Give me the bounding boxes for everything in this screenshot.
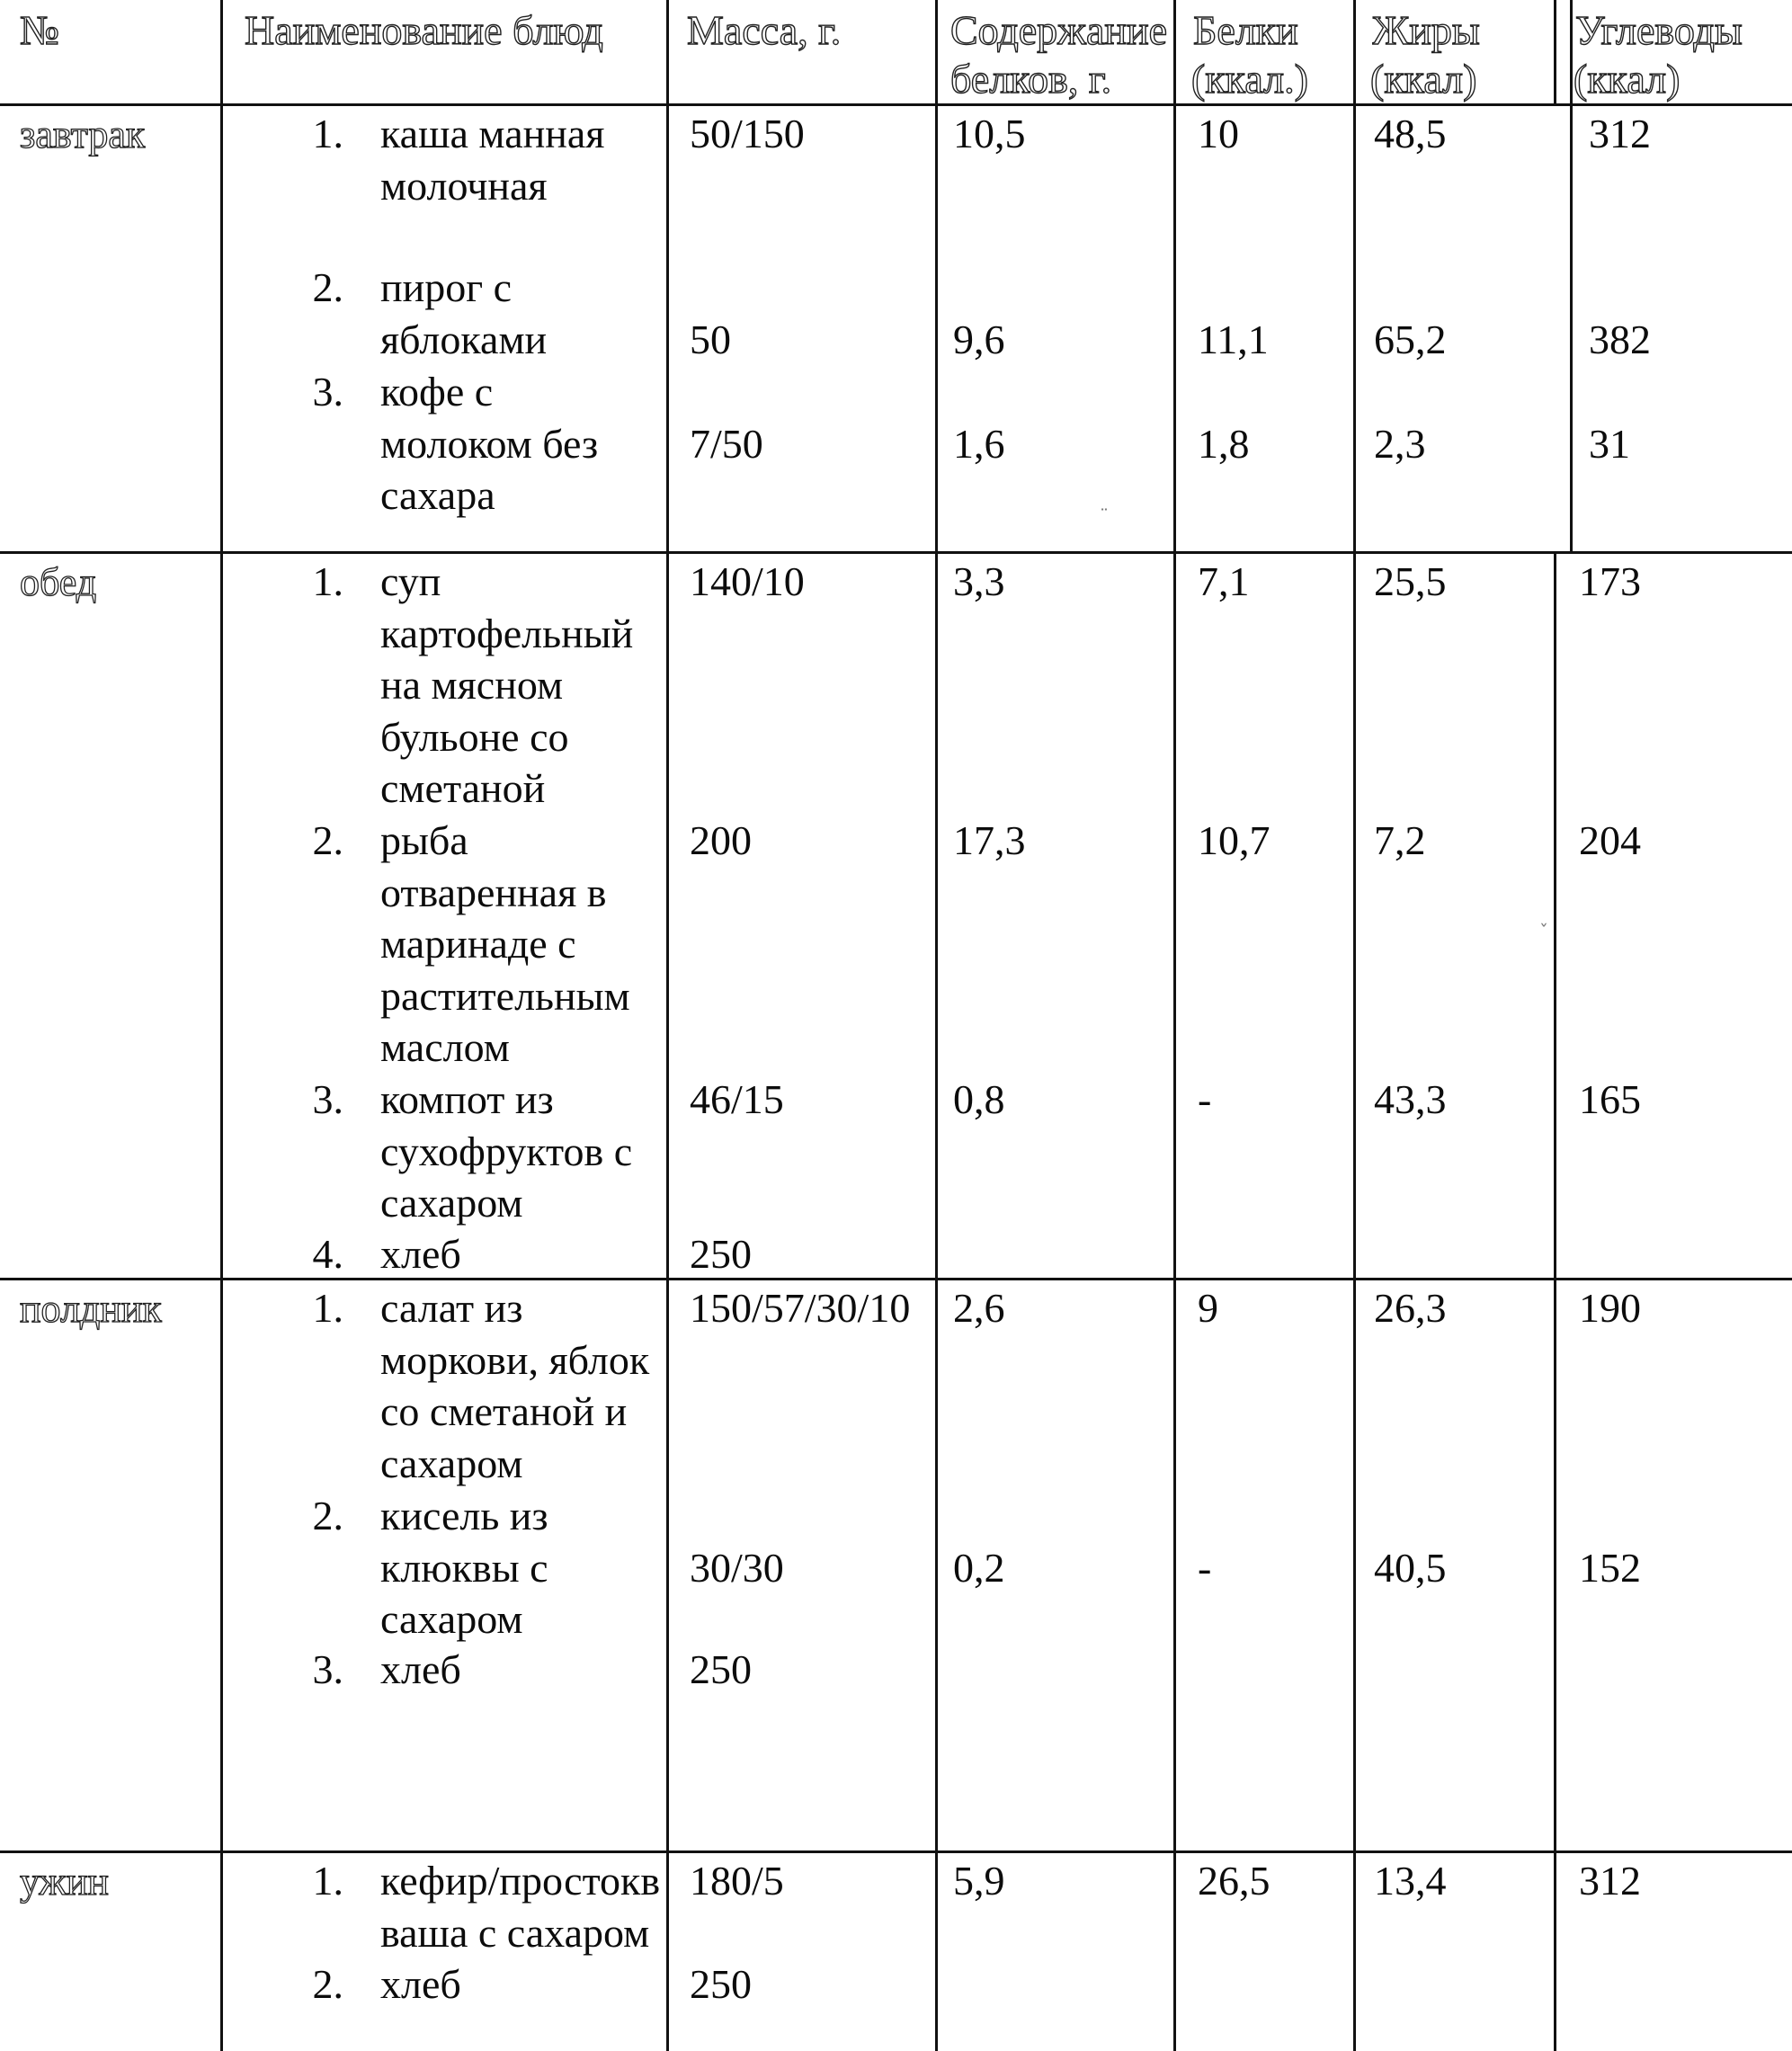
dish-name-line: на мясном — [380, 662, 564, 709]
item-number: 1. — [312, 1858, 343, 1904]
scan-speck: ˇ — [1539, 921, 1548, 942]
proteins-cell: 10 — [1198, 111, 1239, 156]
proteins-cell: - — [1198, 1544, 1212, 1591]
protein-content-cell: 10,5 — [953, 111, 1026, 156]
dish-name-line: маслом — [380, 1024, 510, 1071]
fats-cell: 7,2 — [1374, 817, 1426, 863]
dish-name-line: растительным — [380, 972, 630, 1019]
row-divider — [0, 1850, 1792, 1853]
dish-name-line: кефир/простокв — [380, 1858, 661, 1904]
dish-name-line: салат из — [380, 1285, 523, 1331]
meal-label: полдник — [20, 1287, 162, 1331]
header-protein-content-line1: Содержание — [950, 7, 1168, 53]
dish-name-line: сахара — [380, 472, 495, 519]
col-divider — [1554, 553, 1556, 2051]
proteins-cell: - — [1198, 1076, 1212, 1122]
fats-cell: 40,5 — [1374, 1544, 1447, 1591]
fats-cell: 43,3 — [1374, 1076, 1447, 1122]
mass-cell: 46/15 — [690, 1076, 784, 1122]
dish-name-line: отваренная в — [380, 869, 607, 915]
carbs-cell: 312 — [1589, 111, 1651, 156]
dish-name-line: моркови, яблок — [380, 1336, 650, 1383]
meal-label: ужин — [20, 1859, 109, 1904]
header-number: № — [20, 7, 59, 53]
item-number: 3. — [312, 1646, 343, 1692]
dish-name-line: каша манная — [380, 111, 605, 156]
carbs-cell: 382 — [1589, 316, 1651, 362]
header-proteins-line2: (ккал.) — [1191, 56, 1308, 102]
item-number: 3. — [312, 369, 343, 415]
header-protein-content-line2: белков, г. — [950, 56, 1112, 102]
row-divider — [0, 551, 1792, 554]
proteins-cell: 26,5 — [1198, 1858, 1270, 1904]
carbs-cell: 31 — [1589, 420, 1630, 467]
fats-cell: 48,5 — [1374, 111, 1447, 156]
dish-name-line: бульоне со — [380, 713, 569, 760]
item-number: 2. — [312, 817, 343, 863]
mass-cell: 140/10 — [690, 558, 805, 604]
dish-name-line: кисель из — [380, 1493, 548, 1538]
item-number: 1. — [312, 1285, 343, 1331]
dish-name-line: яблоками — [380, 316, 548, 362]
protein-content-cell: 5,9 — [953, 1858, 1005, 1904]
dish-name-line: сухофруктов с — [380, 1128, 633, 1174]
item-number: 2. — [312, 1493, 343, 1538]
mass-cell: 7/50 — [690, 420, 763, 467]
dish-name-line: ваша с сахаром — [380, 1909, 650, 1956]
meal-label: завтрак — [20, 112, 146, 156]
carbs-cell: 165 — [1579, 1076, 1641, 1122]
item-number: 1. — [312, 111, 343, 156]
fats-cell: 2,3 — [1374, 420, 1426, 467]
carbs-cell: 152 — [1579, 1544, 1641, 1591]
dish-name-line: кофе с — [380, 369, 494, 415]
dish-name-line: со сметаной и — [380, 1388, 628, 1435]
dish-name-line: хлеб — [380, 1961, 461, 2007]
dish-name-line: хлеб — [380, 1646, 461, 1692]
dish-name-line: сметаной — [380, 765, 546, 812]
protein-content-cell: 1,6 — [953, 420, 1005, 467]
dish-name-line: компот из — [380, 1076, 554, 1122]
dish-name-line: сахаром — [380, 1440, 523, 1486]
dish-name-line: клюквы с — [380, 1544, 548, 1591]
col-divider — [1554, 0, 1556, 103]
carbs-cell: 312 — [1579, 1858, 1641, 1904]
mass-cell: 250 — [690, 1961, 752, 2007]
dish-name-line: сахаром — [380, 1180, 523, 1226]
header-proteins-line1: Белки — [1193, 7, 1298, 53]
dish-name-line: картофельный — [380, 610, 634, 656]
item-number: 2. — [312, 1961, 343, 2007]
protein-content-cell: 17,3 — [953, 817, 1026, 863]
protein-content-cell: 2,6 — [953, 1285, 1005, 1331]
header-mass: Масса, г. — [687, 7, 842, 53]
mass-cell: 250 — [690, 1231, 752, 1277]
mass-cell: 50/150 — [690, 111, 805, 156]
header-dish-name: Наименование блюд — [245, 7, 603, 53]
header-carbs-line2: (ккал) — [1574, 56, 1681, 102]
scan-speck: ¨ — [1100, 505, 1109, 527]
proteins-cell: 10,7 — [1198, 817, 1270, 863]
dish-name-line: суп — [380, 558, 441, 604]
mass-cell: 180/5 — [690, 1858, 784, 1904]
carbs-cell: 190 — [1579, 1285, 1641, 1331]
dish-name-line: рыба — [380, 817, 468, 863]
dish-name-line: сахаром — [380, 1596, 523, 1643]
protein-content-cell: 0,8 — [953, 1076, 1005, 1122]
mass-cell: 150/57/30/10 — [690, 1285, 911, 1331]
meal-label: обед — [20, 560, 97, 604]
dish-name-line: пирог с — [380, 264, 513, 310]
col-divider — [220, 0, 223, 2051]
proteins-cell: 11,1 — [1198, 316, 1269, 362]
fats-cell: 25,5 — [1374, 558, 1447, 604]
carbs-cell: 173 — [1579, 558, 1641, 604]
dish-name-line: хлеб — [380, 1231, 461, 1277]
mass-cell: 50 — [690, 316, 731, 362]
col-divider — [1173, 0, 1176, 2051]
protein-content-cell: 9,6 — [953, 316, 1005, 362]
proteins-cell: 1,8 — [1198, 420, 1250, 467]
mass-cell: 250 — [690, 1646, 752, 1692]
item-number: 1. — [312, 558, 343, 604]
proteins-cell: 7,1 — [1198, 558, 1250, 604]
protein-content-cell: 0,2 — [953, 1544, 1005, 1591]
item-number: 3. — [312, 1076, 343, 1122]
dish-name-line: молоком без — [380, 420, 599, 467]
mass-cell: 30/30 — [690, 1544, 784, 1591]
header-fats-line1: Жиры — [1372, 7, 1480, 53]
item-number: 4. — [312, 1231, 343, 1277]
fats-cell: 13,4 — [1374, 1858, 1447, 1904]
mass-cell: 200 — [690, 817, 752, 863]
dish-name-line: маринаде с — [380, 921, 576, 968]
col-divider — [1353, 0, 1356, 2051]
fats-cell: 26,3 — [1374, 1285, 1447, 1331]
header-fats-line2: (ккал) — [1370, 56, 1477, 102]
carbs-cell: 204 — [1579, 817, 1641, 863]
item-number: 2. — [312, 264, 343, 310]
col-divider — [935, 0, 938, 2051]
fats-cell: 65,2 — [1374, 316, 1447, 362]
header-carbs-line1: Углеводы — [1575, 7, 1743, 53]
protein-content-cell: 3,3 — [953, 558, 1005, 604]
dish-name-line: молочная — [380, 162, 548, 209]
proteins-cell: 9 — [1198, 1285, 1218, 1331]
col-divider — [1570, 0, 1573, 553]
